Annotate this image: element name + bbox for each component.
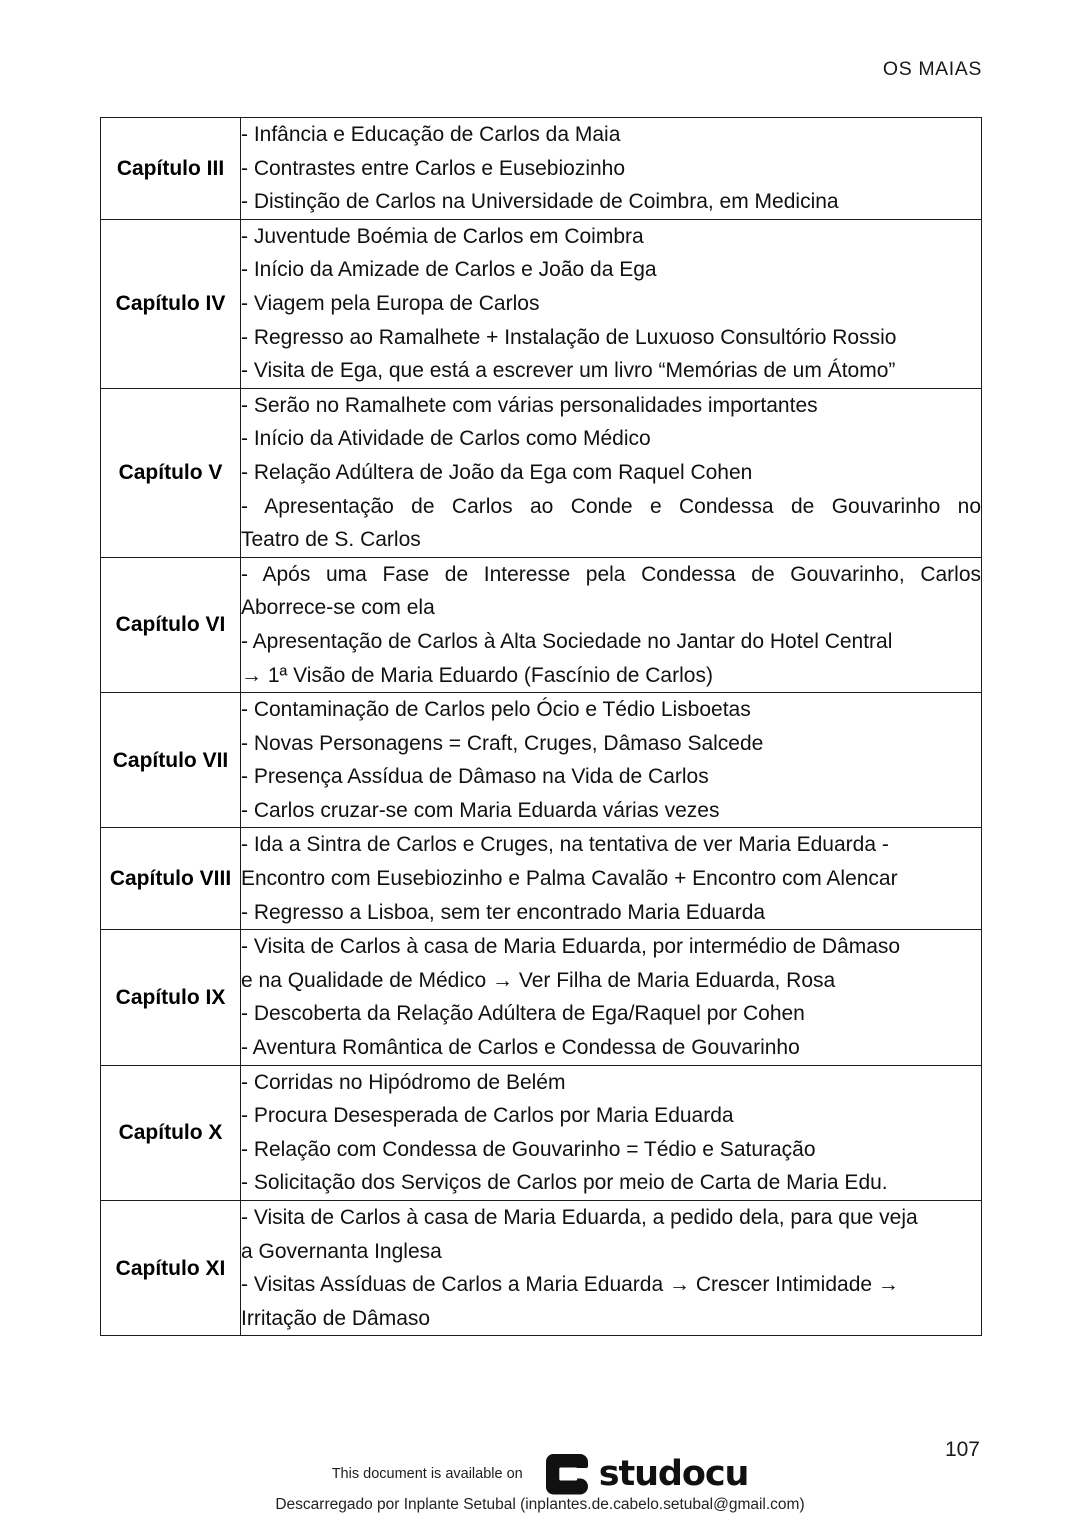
event-line: a Governanta Inglesa [241,1239,442,1263]
event-line: - Contrastes entre Carlos e Eusebiozinho [241,156,626,180]
event-line: - Juventude Boémia de Carlos em Coimbra [241,224,644,248]
event-line: - Apresentação de Carlos à Alta Sociedade no Jantar do Hotel Central [241,629,893,653]
studocu-wordmark: studocu [598,1454,749,1494]
event-line: Irritação de Dâmaso [241,1306,431,1330]
event-line: - Relação Adúltera de João da Ega com Raquel Cohen [241,460,753,484]
event-line: - Início da Atividade de Carlos como Médico [241,427,651,451]
chapter-label: Capítulo VIII [109,867,232,891]
event-line: - Serão no Ramalhete com várias personalidades importantes [241,393,818,417]
table-row [101,930,982,1065]
chapter-label: Capítulo IX [115,985,226,1009]
chapter-events-cell [241,930,982,1065]
event-line: - Apresentação de Carlos ao Conde e Condessa de Gouvarinho no [241,494,981,518]
table-row [101,388,982,557]
event-line: - Corridas no Hipódromo de Belém [241,1070,566,1094]
chapter-events-cell [241,693,982,828]
chapter-events-cell [241,1065,982,1200]
chapter-label: Capítulo V [118,461,223,485]
table-row [101,118,982,220]
chapter-table-body [101,118,982,1336]
event-line: - Presença Assídua de Dâmaso na Vida de Carlos [241,765,709,789]
event-line: - Relação com Condessa de Gouvarinho = Tédio e Saturação [241,1137,816,1161]
table-row [101,1065,982,1200]
event-line: Aborrece-se com ela [241,596,435,620]
chapter-events-cell [241,828,982,930]
event-line: - Procura Desesperada de Carlos por Maria Eduarda [241,1104,734,1128]
chapter-label: Capítulo VII [112,748,229,772]
chapter-events-cell [241,557,982,692]
chapter-summary-table [100,117,982,1336]
event-line: - Descoberta da Relação Adúltera de Ega/Raquel por Cohen [241,1002,805,1026]
table-row [101,828,982,930]
event-line: - Aventura Romântica de Carlos e Condessa de Gouvarinho [241,1036,800,1060]
table-row [101,1201,982,1336]
chapter-label-cell [101,557,241,692]
event-line: Teatro de S. Carlos [241,528,421,552]
table-row [101,219,982,388]
event-line: - Após uma Fase de Interesse pela Condessa de Gouvarinho, Carlos [241,562,981,586]
event-line: - Visita de Carlos à casa de Maria Eduarda, a pedido dela, para que veja [241,1206,918,1229]
chapter-label-cell [101,930,241,1065]
event-line: - Novas Personagens = Craft, Cruges, Dâmaso Salcede [241,731,764,755]
event-line: - Visitas Assíduas de Carlos a Maria Eduarda → Crescer Intimidade → [241,1273,899,1297]
chapter-events-cell [241,1201,982,1336]
studocu-availability-text: This document is available on [331,1466,523,1482]
event-line: - Visita de Ega, que está a escrever um livro “Memórias de um Átomo” [241,359,896,383]
chapter-label: Capítulo IV [115,292,226,316]
chapter-label-cell [101,828,241,930]
studocu-logo[interactable] [545,1452,749,1496]
event-line: - Solicitação dos Serviços de Carlos por meio de Carta de Maria Edu. [241,1171,888,1195]
table-row [101,557,982,692]
chapter-label-cell [101,1201,241,1336]
chapter-label: Capítulo X [118,1121,223,1145]
event-line: - Contaminação de Carlos pelo Ócio e Tédio Lisboetas [241,698,751,722]
chapter-events-cell [241,219,982,388]
downloader-note: Descarregado por Inplante Setubal (inplantes.de.cabelo.setubal@gmail.com) [275,1496,805,1513]
chapter-label-cell [101,118,241,220]
chapter-label: Capítulo III [116,156,225,180]
event-line: - Infância e Educação de Carlos da Maia [241,123,621,146]
event-line: - Distinção de Carlos na Universidade de Coimbra, em Medicina [241,190,839,214]
event-line: - Regresso ao Ramalhete + Instalação de Luxuoso Consultório Rossio [241,325,897,349]
event-line: - Visita de Carlos à casa de Maria Eduarda, por intermédio de Dâmaso [241,935,901,959]
studocu-watermark [0,1452,1080,1496]
chapter-label-cell [101,219,241,388]
chapter-events-cell [241,118,982,220]
event-line: → 1ª Visão de Maria Eduardo (Fascínio de Carlos) [241,663,713,687]
chapter-label-cell [101,388,241,557]
event-line: Encontro com Eusebiozinho e Palma Cavalão + Encontro com Alencar [241,867,898,891]
chapter-label: Capítulo XI [115,1256,226,1280]
chapter-label: Capítulo VI [115,613,226,637]
event-line: - Carlos cruzar-se com Maria Eduarda várias vezes [241,798,720,822]
event-line: - Ida a Sintra de Carlos e Cruges, na tentativa de ver Maria Eduarda - [241,833,889,857]
chapter-label-cell [101,693,241,828]
studocu-s-mark-icon [545,1452,589,1496]
page-number: 107 [944,1438,980,1461]
chapter-label-cell [101,1065,241,1200]
event-line: e na Qualidade de Médico → Ver Filha de Maria Eduarda, Rosa [241,968,836,992]
chapter-events-cell [241,388,982,557]
event-line: - Regresso a Lisboa, sem ter encontrado Maria Eduarda [241,900,766,924]
event-line: - Início da Amizade de Carlos e João da Ega [241,258,657,282]
table-row [101,693,982,828]
running-header-title: OS MAIAS [882,58,982,80]
event-line: - Viagem pela Europa de Carlos [241,291,540,315]
